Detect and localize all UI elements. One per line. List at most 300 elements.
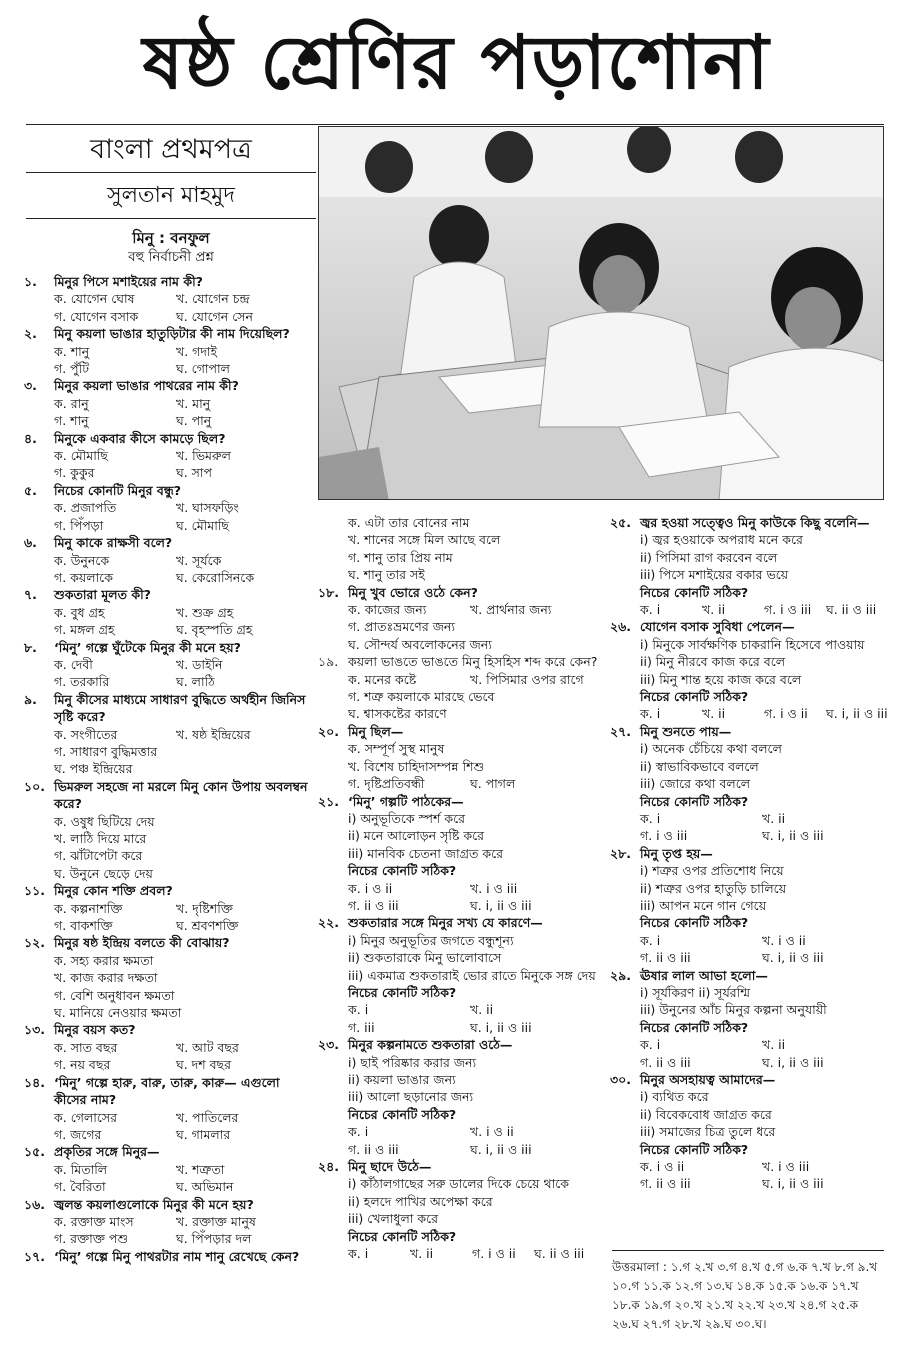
option-row [24,656,316,673]
answer-option: গ. যোগেন বসাক [54,308,139,324]
option-row [318,775,604,792]
question [24,377,316,394]
statement-line: iii) মিনু শান্ত হয়ে কাজ করে বলে [640,671,802,687]
question-text: যোগেন বসাক সুবিধা পেলেন— [640,619,795,635]
statement-line: i) মিনুর অনুভূতির জগতে বন্ধুশূন্য [348,932,514,948]
answer-option: ক. i [348,1002,369,1018]
answer-option: খ. ii [702,706,726,722]
answer-option: ক. কাজের জন্য [348,602,427,618]
question-number: ৪. [24,430,37,446]
answer-option: ক. i [640,1037,661,1053]
answer-option: গ. তরকারি [54,674,110,690]
question-number: ১৩. [24,1022,45,1038]
option-row [318,671,604,688]
option-row [24,987,316,1004]
answer-option: খ. আট বছর [176,1039,239,1055]
answer-option: খ. পাতিলের [176,1109,239,1125]
answer-option: খ. কাজ করার দক্ষতা [54,970,158,986]
answer-option: ঘ. বৃহস্পতি গ্রহ [176,622,253,638]
option-row [610,705,886,722]
option-row [24,517,316,534]
question-number: ৫. [24,482,37,498]
answer-option: গ. পুঁটি [54,361,90,377]
answer-option: ক. ওষুধ ছিটিয়ে দেয় [54,813,155,829]
answer-option: ক. দেবী [54,656,93,672]
question [24,882,316,899]
option-row [318,601,604,618]
topic-subtitle: বহু নির্বাচনী প্রশ্ন [128,249,214,265]
answer-option: ঘ. গামলার [176,1126,231,1142]
statement-line: i) অনুভূতিকে স্পর্শ করে [348,810,465,826]
answer-option: গ. শানু তার প্রিয় নাম [348,549,453,565]
option-row [318,897,604,914]
question-number: ২৮. [610,845,631,861]
page-title: ষষ্ঠ শ্রেণির পড়াশোনা [142,20,770,106]
answer-option: ক. মৌমাছি [54,448,108,464]
answer-option: ঘ. দশ বছর [176,1057,232,1073]
answer-option: ঘ. উনুনে ছেড়ে দেয় [54,865,153,881]
which-correct-prompt: নিচের কোনটি সঠিক? [640,689,749,705]
option-row [24,343,316,360]
answer-option: ঘ. সাপ [176,465,213,481]
option-row [24,360,316,377]
answer-option: গ. i ও ii [764,706,808,722]
answer-option: গ. নয় বছর [54,1057,111,1073]
answer-option: গ. কুকুর [54,465,95,481]
statement-line: i) মিনুকে সার্বক্ষণিক চাকরানি হিসেবে পাওয়ায় [640,636,865,652]
question-text: মিনু শুনতে পায়— [640,723,732,739]
question-number: ২৭. [610,723,632,739]
question [24,1248,316,1265]
answer-option: ঘ. যোগেন সেন [176,308,254,324]
statement-line: i) কাঁঠালগাছের সরু ডালের দিকে চেয়ে থাকে [348,1176,569,1192]
column-2 [318,514,604,1262]
answer-option: গ. দৃষ্টিপ্রতিবন্ধী [348,776,425,792]
answer-option: খ. রক্তাক্ত মানুষ [176,1213,256,1229]
option-row [24,290,316,307]
question-number: ১৪. [24,1074,45,1090]
answer-option: ক. উনুনকে [54,552,110,568]
option-row [610,1054,886,1071]
answer-option: ক. i [640,706,661,722]
question-text: ‘মিনু’ গল্পে মিনু পাথরটার নাম শানু রেখেছে কেন? [54,1248,300,1264]
answer-option: ঘ. i, ii ও iii [762,1054,824,1070]
answer-option: খ. ii [410,1246,434,1262]
which-correct-prompt: নিচের কোনটি সঠিক? [640,1141,749,1157]
question-text: মিনুর কোন শক্তি প্রবল? [54,883,173,899]
answer-option: গ. বেশি অনুধাবন ক্ষমতা [54,987,175,1003]
answer-option: ঘ. অভিমান [176,1179,234,1195]
answer-option: ঘ. গোপাল [176,361,230,377]
question [610,618,886,635]
question-number: ২৯. [610,967,631,983]
statement-line: i) অনেক চেঁচিয়ে কথা বললে [640,741,782,757]
answer-option: ঘ. পাগল [470,776,516,792]
statement-line: ii) শুকতারাকে মিনু ভালোবাসে [348,950,502,966]
answer-option: খ. বিশেষ চাহিদাসম্পন্ন শিশু [348,758,485,774]
answer-key-text: ১.গ ২.খ ৩.গ ৪.খ ৫.গ ৬.ক ৭.খ ৮.গ ৯.খ ১০.গ ১১.ক ১২.গ ১৩.ঘ ১৪.ক ১৫.ক ১৬.ক ১৭.খ ১৮.ক ১৯.গ ২০.খ ২১.খ ২২.খ ২৩.খ ২৪.গ ২৫.ক ২৬.ঘ ২৭.গ ২৮.খ ২৯.ঘ ৩০.ঘ। [612,1260,878,1331]
option-row [24,308,316,325]
question-text: ঊষার লাল আভা হলো— [640,967,768,983]
question-text: নিচের কোনটি মিনুর বন্ধু? [54,482,181,498]
option-row [24,1039,316,1056]
answer-option: খ. শুক্র গ্রহ [176,604,234,620]
answer-option: ক. এটা তার বোনের নাম [348,515,470,530]
answer-option: গ. কয়লাকে [54,569,113,585]
option-row [24,743,316,760]
question [24,639,316,656]
answer-option: ঘ. শানু তার সই [348,567,425,583]
option-row [24,1230,316,1247]
question-number: ২৬. [610,619,632,635]
answer-option: গ. পিঁপড়া [54,517,104,533]
answer-key-label: উত্তরমালা : [612,1260,667,1274]
statement-line: ii) মনে আলোড়ন সৃষ্টি করে [348,828,485,844]
statement-line: iii) জোরে কথা বললে [640,776,751,792]
answer-option: ঘ. মানিয়ে নেওয়ার ক্ষমতা [54,1005,182,1021]
column-1 [24,273,316,1265]
option-row [610,949,886,966]
question-text: মিনু কয়লা ভাঙার হাতুড়িটার কী নাম দিয়েছিল? [54,326,290,342]
option-row [318,1123,604,1140]
answer-option: খ. ii [470,1002,494,1018]
option-row [24,1213,316,1230]
answer-option: গ. জগের [54,1126,102,1142]
question-text: মিনু ছিল— [348,723,404,739]
answer-option: খ. i ও iii [762,1159,810,1175]
question [24,273,316,290]
question [24,934,316,951]
answer-option: ক. i [348,1246,369,1262]
question [24,430,316,447]
answer-option: খ. শানের সঙ্গে মিল আছে বলে [348,532,501,548]
question-number: ২১. [318,793,339,809]
question [610,1071,886,1088]
option-row [318,705,604,722]
question-number: ২২. [318,915,340,931]
answer-option: ক. গেলাসের [54,1109,118,1125]
question-text: প্রকৃতির সঙ্গে মিনুর— [54,1144,160,1160]
answer-key [612,1258,884,1334]
question-text: ‘মিনু’ গল্পটি পাঠকের— [348,793,464,809]
statement-line: ii) কয়লা ভাঙার জন্য [348,1072,456,1087]
question [318,584,604,601]
question-number: ৮. [24,639,37,655]
answer-option: গ. i ও ii [472,1246,516,1262]
statement-line: iii) একমাত্র শুকতারাই ভোর রাতে মিনুকে সঙ্গ দেয় [348,967,596,983]
answer-option: ক. সম্পূর্ণ সুস্থ মানুষ [348,741,445,757]
option-row [610,932,886,949]
option-row [24,969,316,986]
question-number: ২৫. [610,515,631,530]
answer-option: খ. গদাই [176,343,218,359]
question-number: ৭. [24,587,37,603]
statement-line: ii) পিসিমা রাগ করবেন বলে [640,549,778,565]
which-correct-prompt: নিচের কোনটি সঠিক? [348,1228,457,1244]
option-row [24,830,316,847]
option-row [24,569,316,586]
option-row [610,1036,886,1053]
statement-line: ii) মিনু নীরবে কাজ করে বলে [640,654,786,670]
answer-option: ঘ. মৌমাছি [176,517,229,533]
answer-option: গ. ঝাঁটাপেটা করে [54,848,143,864]
option-row [24,499,316,516]
question-number: ১১. [24,883,45,899]
statement-line: ii) স্বাভাবিকভাবে বললে [640,758,759,774]
subject-heading: বাংলা প্রথমপত্র [90,134,252,165]
question [24,778,316,813]
answer-option: গ. সাধারণ বুদ্ধিমত্তার [54,743,158,759]
answer-option: ক. i [640,932,661,948]
question-number: ১২. [24,935,45,951]
statement-line: iii) পিসে মশাইয়ের বকার ভয়ে [640,567,789,583]
question-text: ভিমরুল সহজে না মরলে মিনু কোন উপায় অবলম্বন করে? [54,778,308,812]
question-text: মিনুর কল্পনামতে শুকতারা ওঠে— [348,1037,513,1053]
question [318,914,604,931]
question-text: মিনুর কয়লা ভাঙার পাথরের নাম কী? [54,378,239,394]
question-number: ১. [24,274,37,289]
question-number: ৬. [24,535,37,551]
answer-option: খ. সূর্যকে [176,552,222,568]
answer-option: ক. i [640,810,661,826]
answer-option: খ. i ও ii [762,932,806,948]
question-text: মিনু কাকে রাক্ষসী বলে? [54,535,173,551]
answer-option: ক. মনের কষ্টে [348,671,417,687]
question [24,1074,316,1109]
answer-option: ক. যোগেন ঘোষ [54,291,135,307]
option-row [24,1161,316,1178]
question-text: মিনুর ষষ্ঠ ইন্দ্রিয় বলতে কী বোঝায়? [54,935,230,951]
statement-line: i) সূর্যকিরণ ii) সূর্যরশ্মি [640,984,750,1000]
option-row [24,621,316,638]
option-row [24,464,316,481]
answer-option: গ. বাকশক্তি [54,918,113,934]
statement-line: iii) আলো ছড়ানোর জন্য [348,1089,474,1105]
question-number: ১৫. [24,1144,45,1160]
question-text: জ্বর হওয়া সত্ত্বেও মিনু কাউকে কিছু বলেনি— [640,515,870,530]
question [318,793,604,810]
answer-option: খ. ডাইনি [176,656,223,672]
question-number: ১৯. [318,654,339,670]
answer-option: খ. ঘাসফড়িং [176,500,239,516]
statement-line: ii) হলদে পাখির অপেক্ষা করে [348,1193,493,1209]
option-row [24,1004,316,1021]
answer-option: ঘ. কেরোসিনকে [176,569,255,585]
question-number: ২৩. [318,1037,340,1053]
answer-option: খ. প্রার্থনার জন্য [470,602,552,618]
statement-line: iii) আপন মনে গান গেয়ে [640,897,767,913]
option-row [318,618,604,635]
option-row [318,740,604,757]
question-text: মিনুর পিসে মশাইয়ের নাম কী? [54,274,203,289]
answer-option: ক. সাত বছর [54,1039,118,1055]
question-text: শুকতারার সঙ্গে মিনুর সখ্য যে কারণে— [348,915,543,931]
answer-option: গ. ii ও iii [640,1176,691,1192]
answer-option: ক. প্রজাপতি [54,500,117,516]
question-text: মিনু খুব ভোরে ওঠে কেন? [348,584,478,600]
question-number: ১০. [24,778,45,794]
question [24,1021,316,1038]
answer-option: খ. শত্রুতা [176,1161,225,1177]
answer-option: ঘ. ii ও iii [534,1246,585,1262]
answer-option: ঘ. সৌন্দর্য অবলোকনের জন্য [348,636,492,652]
answer-option: ঘ. ii ও iii [826,602,877,618]
answer-option: গ. ii ও iii [640,1054,691,1070]
question-number: ২০. [318,723,340,739]
answer-option: খ. ii [762,1037,786,1053]
answer-option: ঘ. শ্রবণশক্তি [176,918,239,934]
option-row [24,1178,316,1195]
answer-option: গ. শত্রু কয়লাকে মারছে ভেবে [348,689,495,705]
statement-line: iii) মানবিক চেতনা জাগ্রত করে [348,845,503,861]
statement-line: i) ছাই পরিষ্কার করার জন্য [348,1054,477,1070]
statement-line: ii) বিবেকবোধ জাগ্রত করে [640,1106,772,1122]
statement-line: i) শত্রুর ওপর প্রতিশোধ নিয়ে [640,863,784,879]
question [318,653,604,670]
which-correct-prompt: নিচের কোনটি সঠিক? [348,1106,457,1122]
answer-option: খ. লাঠি দিয়ে মারে [54,831,147,846]
option-row [318,636,604,653]
answer-option: ক. বুধ গ্রহ [54,604,105,620]
option-row [24,847,316,864]
answer-option: গ. বৈরিতা [54,1179,106,1195]
question-text: মিনুকে একবার কীসে কামড়ে ছিল? [54,430,226,446]
answer-option: ঘ. i, ii ও iii [826,706,888,722]
option-row [24,952,316,969]
answer-option: ক. শানু [54,343,90,359]
answer-option: ঘ. লাঠি [176,674,215,690]
answer-option: খ. মানু [176,395,211,411]
option-row [318,1001,604,1018]
question-text: মিনুর অসহায়ত্ব আমাদের— [640,1072,776,1087]
answer-option: গ. iii [348,1019,375,1035]
which-correct-prompt: নিচের কোনটি সঠিক? [640,1019,749,1035]
answer-option: ঘ. i, ii ও iii [470,1019,532,1035]
question-text: জ্বলন্ত কয়লাগুলোকে মিনুর কী মনে হয়? [54,1196,254,1212]
answers-rule [612,1250,884,1251]
answer-option: গ. রক্তাক্ত পশু [54,1231,129,1247]
option-row [24,552,316,569]
answer-option: ঘ. পানু [176,413,212,429]
statement-line: i) ব্যথিত করে [640,1089,709,1105]
answer-option: ঘ. i, ii ও iii [762,1176,824,1192]
question-text: কয়লা ভাঙতে ভাঙতে মিনু হিসহিস শব্দ করে কেন? [348,654,598,670]
option-row [318,1141,604,1158]
question-text: মিনু কীসের মাধ্যমে সাধারণ বুদ্ধিতে অর্থহীন জিনিস সৃষ্টি করে? [54,691,306,725]
option-row [318,566,604,583]
topic-title: মিনু : বনফুল [132,229,210,247]
option-row [610,601,886,618]
option-row [24,760,316,777]
answer-option: গ. ii ও iii [348,1141,399,1157]
answer-option: ক. i ও ii [348,880,393,896]
option-row [318,531,604,548]
option-row [24,1126,316,1143]
question-text: মিনু তৃপ্ত হয়— [640,845,713,861]
option-row [610,810,886,827]
statement-line: iii) খেলাধুলা করে [348,1211,439,1227]
option-row [24,726,316,743]
answer-option: খ. দৃষ্টিশক্তি [176,900,233,916]
answer-option: খ. ii [702,602,726,618]
question-text: মিনু ছাদে উঠে— [348,1159,432,1175]
question [318,1158,604,1175]
answer-option: ক. সহ্য করার ক্ষমতা [54,952,154,968]
option-row [24,813,316,830]
answer-option: ক. রানু [54,395,89,411]
question [24,325,316,342]
author-rule [26,218,316,219]
option-row [610,1158,886,1175]
option-row [24,917,316,934]
answer-option: গ. i ও iii [764,602,812,618]
question [24,534,316,551]
option-row [24,865,316,882]
option-row [318,514,604,531]
which-correct-prompt: নিচের কোনটি সঠিক? [348,863,457,879]
answer-option: গ. ii ও iii [640,950,691,966]
statement-line: ii) শত্রুর ওপর হাতুড়ি চালিয়ে [640,880,787,896]
question-number: ৯. [24,691,37,707]
question-number: ২. [24,326,37,342]
question-number: ১৬. [24,1196,45,1212]
answer-option: ঘ. i, ii ও iii [762,828,824,844]
which-correct-prompt: নিচের কোনটি সঠিক? [640,584,749,600]
statement-line: iii) সমাজের চিত্র তুলে ধরে [640,1124,776,1140]
answer-option: খ. পিসিমার ওপর রাগে [470,671,584,687]
answer-option: গ. মঙ্গল গ্রহ [54,622,115,638]
question [24,691,316,726]
question-number: ২৪. [318,1159,339,1175]
option-row [24,447,316,464]
option-row [318,549,604,566]
answer-option: ঘ. i, ii ও iii [470,897,532,913]
answer-option: ঘ. পিঁপড়ার দল [176,1231,252,1247]
title-rule [26,124,884,125]
answer-option: গ. ii ও iii [348,897,399,913]
option-row [610,827,886,844]
statement-line: iii) উনুনের আঁচ মিনুর কল্পনা অনুযায়ী [640,1002,827,1018]
answer-option: গ. শানু [54,413,89,429]
option-row [318,880,604,897]
answer-option: খ. ষষ্ঠ ইন্দ্রিয়ের [176,726,251,742]
answer-option: গ. i ও iii [640,828,688,844]
answer-option: ক. মিতালি [54,1161,108,1177]
question-text: মিনুর বয়স কত? [54,1022,136,1038]
column-3 [610,514,886,1193]
answer-option: ঘ. i, ii ও iii [470,1141,532,1157]
author-name: সুলতান মাহমুদ [107,183,235,208]
answer-option: ক. কল্পনাশক্তি [54,900,123,916]
answer-option: ক. i ও ii [640,1159,685,1175]
which-correct-prompt: নিচের কোনটি সঠিক? [640,793,749,809]
answer-option: ঘ. i, ii ও iii [762,950,824,966]
answer-option: ঘ. পঞ্চ ইন্দ্রিয়ের [54,761,133,777]
which-correct-prompt: নিচের কোনটি সঠিক? [640,915,749,931]
question-number: ৩০. [610,1072,632,1087]
option-row [24,1109,316,1126]
question-number: ১৮. [318,584,339,600]
answer-option: খ. i ও iii [470,880,518,896]
answer-option: খ. যোগেন চন্দ্র [176,291,250,307]
subject-rule [26,172,316,173]
option-row [318,1245,604,1262]
answer-option: ক. i [348,1124,369,1140]
option-row [24,604,316,621]
question [610,967,886,984]
which-correct-prompt: নিচের কোনটি সঠিক? [348,984,457,1000]
answer-option: ক. i [640,602,661,618]
